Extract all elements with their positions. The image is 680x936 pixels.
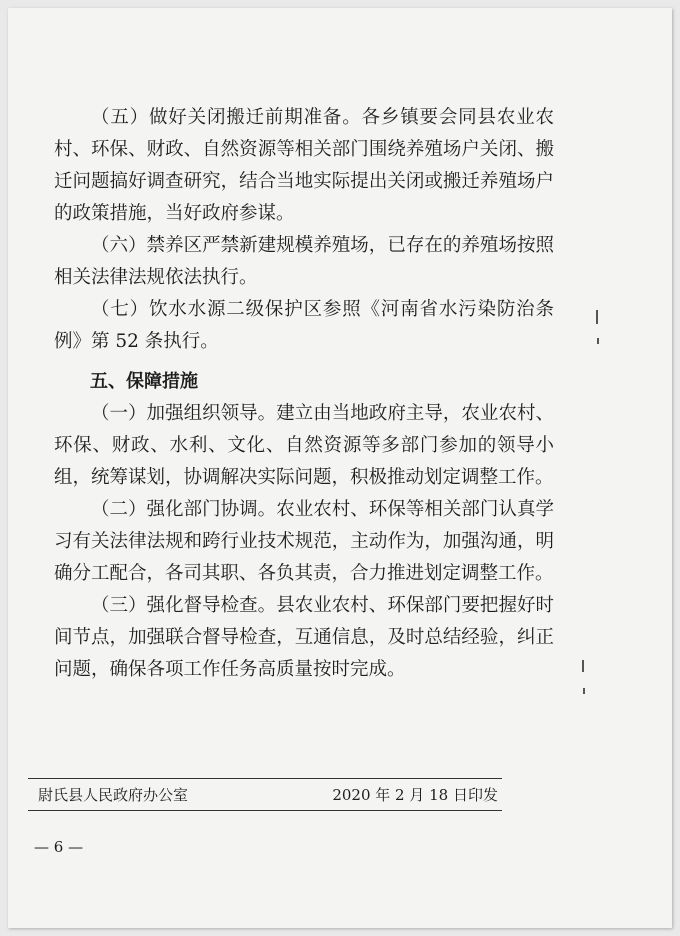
document-body [54, 102, 554, 686]
paragraph-supervision: （三）强化督导检查。县农业农村、环保部门要把握好时间节点，加强联合督导检查，互通信息，及时总结经验，纠正问题，确保各项工作任务高质量按时完成。 [54, 595, 554, 680]
paragraph-close-relocation-prep: （五）做好关闭搬迁前期准备。各乡镇要会同县农业农村、环保、财政、自然资源等相关部门围绕养殖场户关闭、搬迁问题搞好调查研究，结合当地实际提出关闭或搬迁养殖场户的政策措施，当好政府参谋。 [54, 107, 554, 224]
paragraph-water-source-zone: （七）饮水水源二级保护区参照《河南省水污染防治条例》第 52 条执行。 [54, 299, 554, 352]
footer-date: 2020 年 2 月 18 日印发 [332, 786, 498, 804]
footer-top-rule [28, 778, 502, 779]
paragraph-no-new-farms: （六）禁养区严禁新建规模养殖场，已存在的养殖场按照相关法律法规依法执行。 [54, 235, 554, 288]
binding-hole-mark [597, 338, 599, 344]
paragraph-coordination: （二）强化部门协调。农业农村、环保等相关部门认真学习有关法律法规和跨行业技术规范，主动作为，加强沟通，明确分工配合，各司其职、各负其责，合力推进划定调整工作。 [54, 499, 554, 584]
footer-issuer: 尉氏县人民政府办公室 [38, 786, 189, 804]
page-number: — 6 — [34, 838, 84, 856]
footer-colophon [38, 784, 498, 805]
document-page [8, 8, 672, 928]
binding-hole-mark [583, 688, 585, 694]
binding-hole-mark [596, 310, 598, 324]
footer-bottom-rule [28, 810, 502, 811]
section-heading-safeguards: 五、保障措施 [90, 371, 198, 392]
paragraph-leadership: （一）加强组织领导。建立由当地政府主导，农业农村、环保、财政、水利、文化、自然资源等多部门参加的领导小组，统筹谋划，协调解决实际问题，积极推动划定调整工作。 [54, 403, 554, 488]
binding-hole-mark [582, 660, 584, 672]
